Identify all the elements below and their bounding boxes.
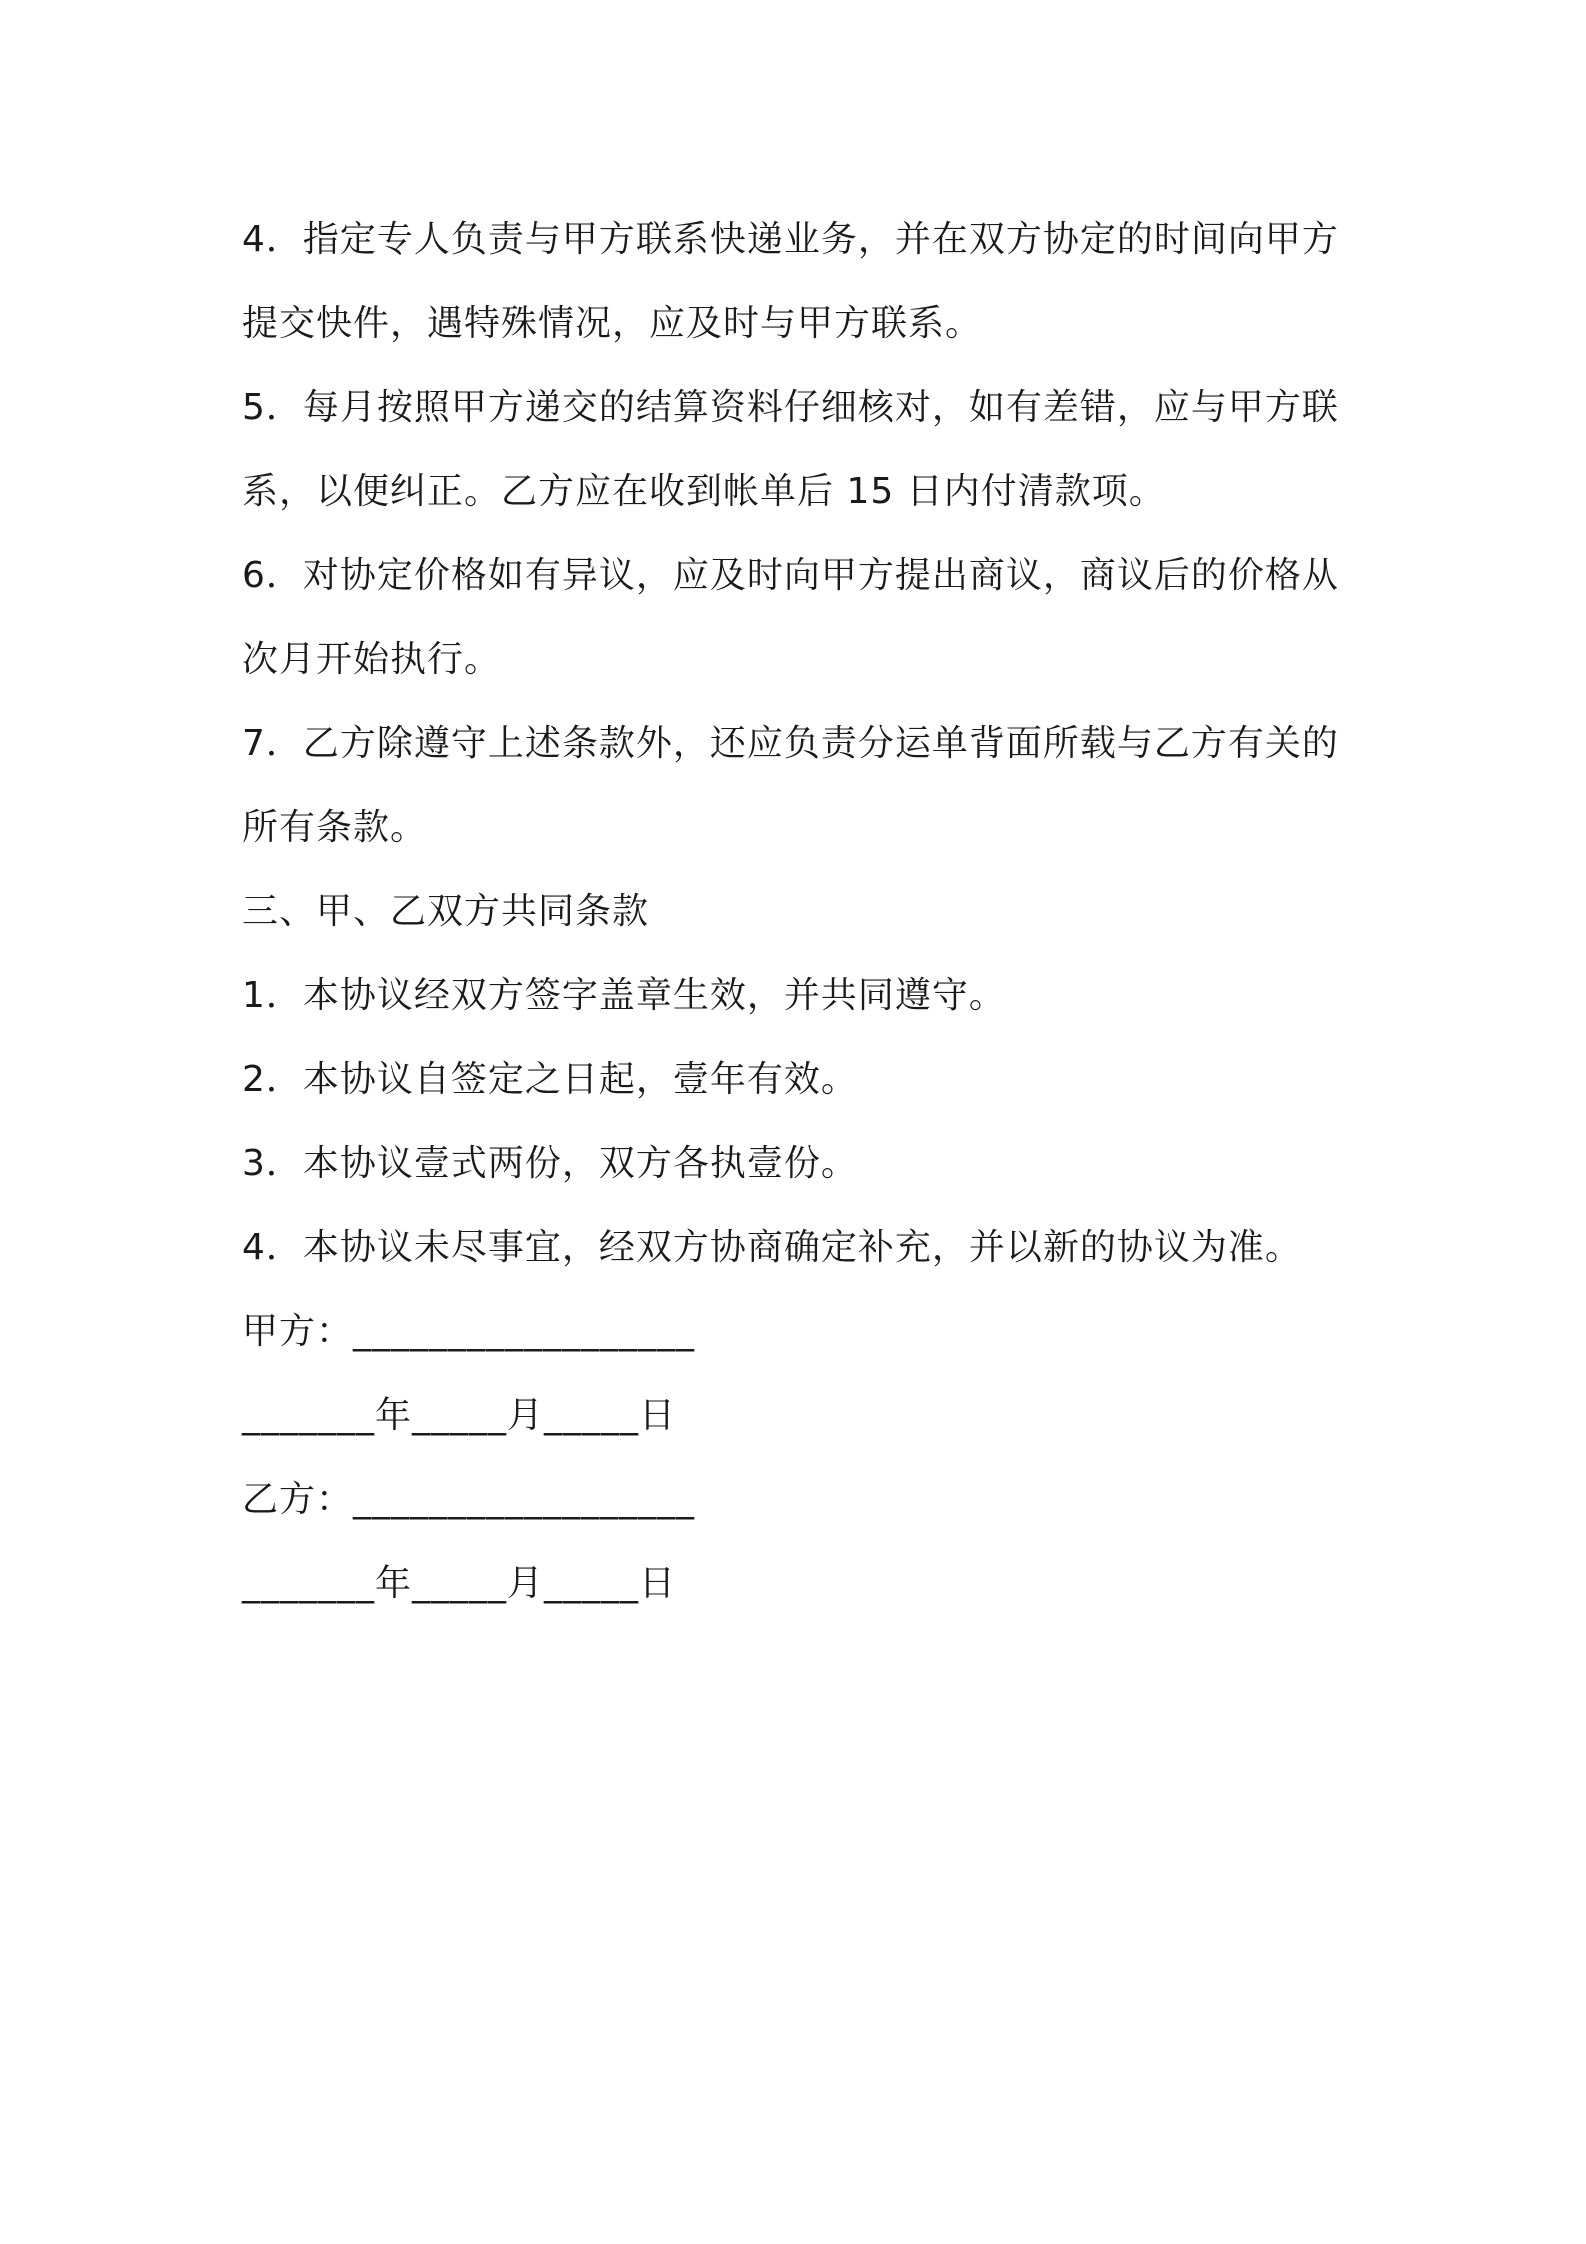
clause-5-line-2: 系，以便纠正。乙方应在收到帐单后 15 日内付清款项。 <box>242 471 1166 512</box>
clause-6-line-2: 次月开始执行。 <box>242 639 502 680</box>
clause-5-line-1: 5．每月按照甲方递交的结算资料仔细核对，如有差错，应与甲方联 <box>242 387 1339 428</box>
party-b-date-line: _______年_____月_____日 <box>242 1563 676 1604</box>
clause-4-line-1: 4．指定专人负责与甲方联系快递业务，并在双方协定的时间向甲方 <box>242 219 1339 260</box>
party-a-signature-line: 甲方：__________________ <box>242 1311 696 1352</box>
section-heading-common-terms: 三、甲、乙双方共同条款 <box>242 891 650 932</box>
common-clause-1: 1．本协议经双方签字盖章生效，并共同遵守。 <box>242 975 1006 1016</box>
common-clause-3: 3．本协议壹式两份，双方各执壹份。 <box>242 1143 858 1184</box>
common-clause-2: 2．本协议自签定之日起，壹年有效。 <box>242 1059 858 1100</box>
clause-7-line-2: 所有条款。 <box>242 807 428 848</box>
clause-6-line-1: 6．对协定价格如有异议，应及时向甲方提出商议，商议后的价格从 <box>242 555 1339 596</box>
party-b-signature-line: 乙方：__________________ <box>242 1479 696 1520</box>
clause-4-line-2: 提交快件，遇特殊情况，应及时与甲方联系。 <box>242 303 983 344</box>
common-clause-4: 4．本协议未尽事宜，经双方协商确定补充，并以新的协议为准。 <box>242 1227 1302 1268</box>
party-a-date-line: _______年_____月_____日 <box>242 1395 676 1436</box>
agreement-body <box>242 198 1362 1626</box>
clause-7-line-1: 7．乙方除遵守上述条款外，还应负责分运单背面所载与乙方有关的 <box>242 723 1339 764</box>
